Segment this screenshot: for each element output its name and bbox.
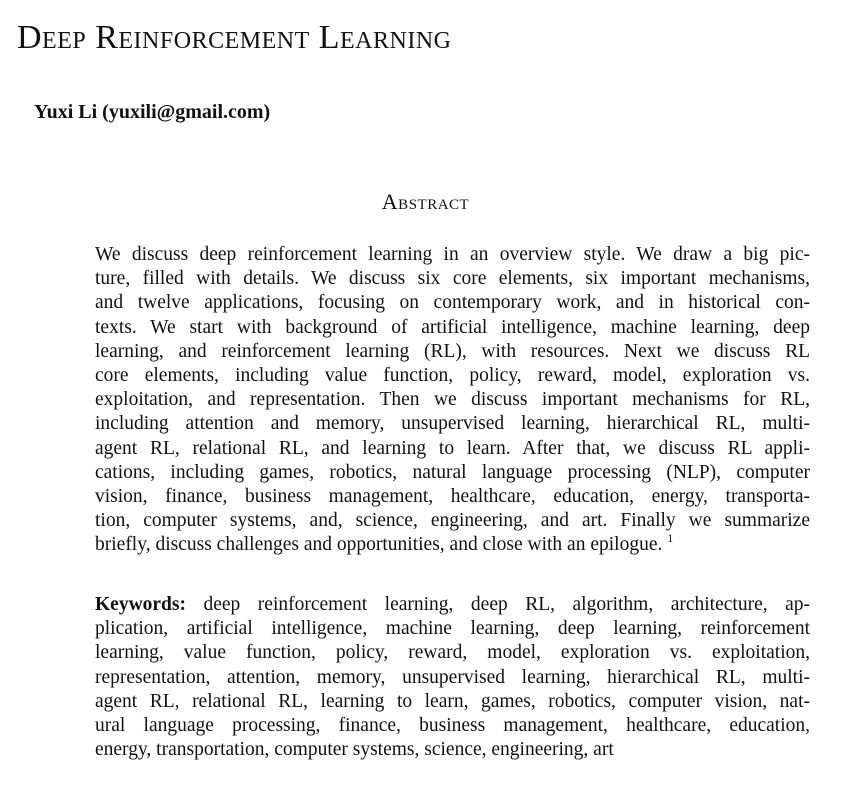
footnote-marker[interactable]: 1 — [667, 531, 674, 546]
abstract-line: and twelve applications, focusing on contemporary work, and in historical con- — [95, 292, 810, 314]
abstract-line-text: briefly, discuss challenges and opportunities, and close with an epilogue. — [95, 534, 663, 556]
abstract-line: texts. We start with background of artificial intelligence, machine learning, deep — [95, 316, 810, 338]
abstract-line: We discuss deep reinforcement learning in an overview style. We draw a big pic- — [95, 244, 810, 265]
keywords-line: ural language processing, finance, business management, healthcare, education, — [95, 715, 810, 737]
abstract-line: core elements, including value function, policy, reward, model, exploration vs. — [95, 365, 810, 387]
keywords-label: Keywords: — [95, 594, 186, 615]
abstract-body — [95, 243, 810, 558]
author-line: Yuxi Li (yuxili@gmail.com) — [34, 101, 271, 123]
abstract-heading: Abstract — [381, 189, 470, 214]
abstract-line: agent RL, relational RL, and learning to learn. After that, we discuss RL appli- — [95, 437, 810, 459]
paper-title: Deep Reinforcement Learning — [17, 19, 452, 56]
keywords-line-text: deep reinforcement learning, deep RL, algorithm, architecture, ap- — [203, 594, 811, 615]
abstract-line: learning, and reinforcement learning (RL), with resources. Next we discuss RL — [95, 340, 810, 362]
abstract-line: exploitation, and representation. Then we discuss important mechanisms for RL, — [95, 389, 810, 411]
keywords-line: energy, transportation, computer systems, science, engineering, art — [95, 739, 614, 761]
keywords-line: agent RL, relational RL, learning to learn, games, robotics, computer vision, nat- — [95, 690, 810, 712]
abstract-line: tion, computer systems, and, science, engineering, and art. Finally we summarize — [95, 510, 810, 532]
abstract-line: vision, finance, business management, healthcare, education, energy, transporta- — [95, 486, 810, 508]
abstract-last-line — [95, 533, 810, 557]
keywords-line: learning, value function, policy, reward, model, exploration vs. exploitation, — [95, 642, 810, 664]
keywords-line: plication, artificial intelligence, machine learning, deep learning, reinforcement — [95, 618, 810, 640]
keywords-first-line — [95, 593, 810, 617]
keywords-section — [95, 593, 810, 762]
abstract-line: cations, including games, robotics, natural language processing (NLP), computer — [95, 461, 810, 483]
abstract-line: including attention and memory, unsupervised learning, hierarchical RL, multi- — [95, 413, 810, 435]
abstract-line: ture, filled with details. We discuss six core elements, six important mechanisms, — [95, 268, 810, 290]
keywords-line: representation, attention, memory, unsupervised learning, hierarchical RL, multi- — [95, 666, 810, 688]
